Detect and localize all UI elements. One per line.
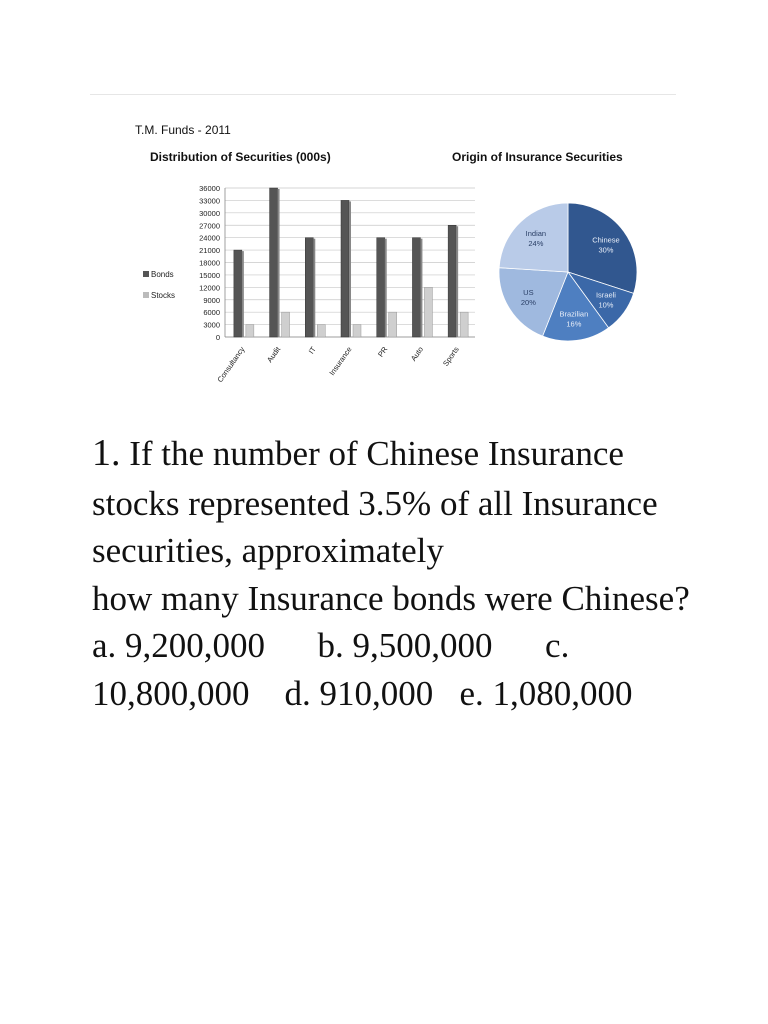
bar-chart bbox=[143, 150, 475, 384]
bar-x-ticks bbox=[215, 344, 460, 384]
bar-bonds-side bbox=[385, 239, 387, 337]
pie-label-israeli: Israeli bbox=[595, 290, 616, 300]
question-text bbox=[92, 428, 692, 575]
bar-bonds-side bbox=[456, 226, 458, 337]
pie-chart-title: Origin of Insurance Securities bbox=[452, 150, 623, 164]
question-block bbox=[92, 428, 692, 718]
pie-pct-brazilian: 16% bbox=[566, 319, 582, 329]
legend-label-stocks: Stocks bbox=[151, 291, 176, 300]
y-tick-label: 0 bbox=[215, 333, 220, 342]
y-tick-label: 18000 bbox=[199, 258, 220, 268]
pie-label-indian: Indian bbox=[525, 228, 547, 238]
bar-bonds-it bbox=[305, 238, 313, 337]
y-tick-label: 12000 bbox=[199, 283, 220, 293]
bar-bonds-side bbox=[313, 239, 315, 337]
bar-bonds-auto bbox=[412, 238, 420, 337]
y-tick-label: 21000 bbox=[199, 246, 220, 256]
y-tick-label: 3000 bbox=[203, 320, 220, 330]
bar-bonds-insurance bbox=[341, 200, 349, 337]
legend-swatch-stocks bbox=[143, 292, 149, 298]
pie-pct-chinese: 30% bbox=[598, 245, 614, 255]
y-tick-label: 15000 bbox=[199, 270, 220, 280]
bar-stocks-insurance bbox=[353, 325, 361, 337]
y-tick-label: 6000 bbox=[203, 308, 220, 318]
pie-pct-israeli: 10% bbox=[598, 300, 614, 310]
x-tick-label-consultancy: Consultancy bbox=[215, 344, 247, 384]
bar-legend bbox=[143, 270, 175, 300]
bar-y-ticks bbox=[199, 184, 220, 342]
question-body: If the number of Chinese Insurance stocks represented 3.5% of all Insurance securities, approximately bbox=[92, 434, 658, 571]
y-tick-label: 30000 bbox=[199, 208, 220, 218]
bar-stocks-pr bbox=[389, 312, 397, 337]
legend-label-bonds: Bonds bbox=[151, 270, 174, 279]
pie-label-us: US bbox=[523, 288, 534, 298]
bar-bonds-audit bbox=[270, 188, 278, 337]
bar-bonds-side bbox=[420, 239, 422, 337]
pie-label-brazilian: Brazilian bbox=[559, 309, 589, 319]
bar-bonds-sports bbox=[448, 225, 456, 337]
answer-choices: a. 9,200,000 b. 9,500,000 c. 10,800,000 d. 910,000 e. 1,080,000 bbox=[92, 626, 633, 714]
bar-stocks-audit bbox=[282, 312, 290, 337]
pie-chart bbox=[452, 150, 637, 341]
y-tick-label: 36000 bbox=[199, 184, 220, 193]
figure-heading: T.M. Funds - 2011 bbox=[135, 123, 231, 137]
bar-bonds-pr bbox=[377, 238, 385, 337]
question-number: 1. bbox=[92, 432, 121, 474]
bar-stocks-sports bbox=[460, 312, 468, 337]
pie-pct-indian: 24% bbox=[528, 238, 544, 248]
bar-bonds-side bbox=[242, 251, 244, 337]
bar-chart-title: Distribution of Securities (000s) bbox=[150, 150, 331, 164]
securities-figure bbox=[0, 0, 768, 400]
bar-bonds-side bbox=[349, 201, 351, 337]
pie-pct-us: 20% bbox=[520, 298, 536, 308]
pie-label-chinese: Chinese bbox=[592, 235, 620, 245]
x-tick-label-audit: Audit bbox=[265, 344, 283, 365]
x-tick-label-pr: PR bbox=[376, 344, 390, 359]
bar-stocks-auto bbox=[424, 287, 432, 337]
bar-stocks-it bbox=[317, 325, 325, 337]
legend-swatch-bonds bbox=[143, 271, 149, 277]
bar-bonds-side bbox=[278, 189, 280, 337]
x-tick-label-auto: Auto bbox=[408, 344, 426, 363]
bar-stocks-consultancy bbox=[246, 325, 254, 337]
x-tick-label-sports: Sports bbox=[440, 344, 461, 368]
x-tick-label-it: IT bbox=[306, 344, 318, 356]
y-tick-label: 9000 bbox=[203, 295, 220, 305]
y-tick-label: 33000 bbox=[199, 196, 220, 206]
x-tick-label-insurance: Insurance bbox=[327, 344, 354, 378]
bar-bonds-consultancy bbox=[234, 250, 242, 337]
y-tick-label: 24000 bbox=[199, 233, 220, 243]
y-tick-label: 27000 bbox=[199, 221, 220, 231]
question-text-2: how many Insurance bonds were Chinese? bbox=[92, 578, 690, 618]
